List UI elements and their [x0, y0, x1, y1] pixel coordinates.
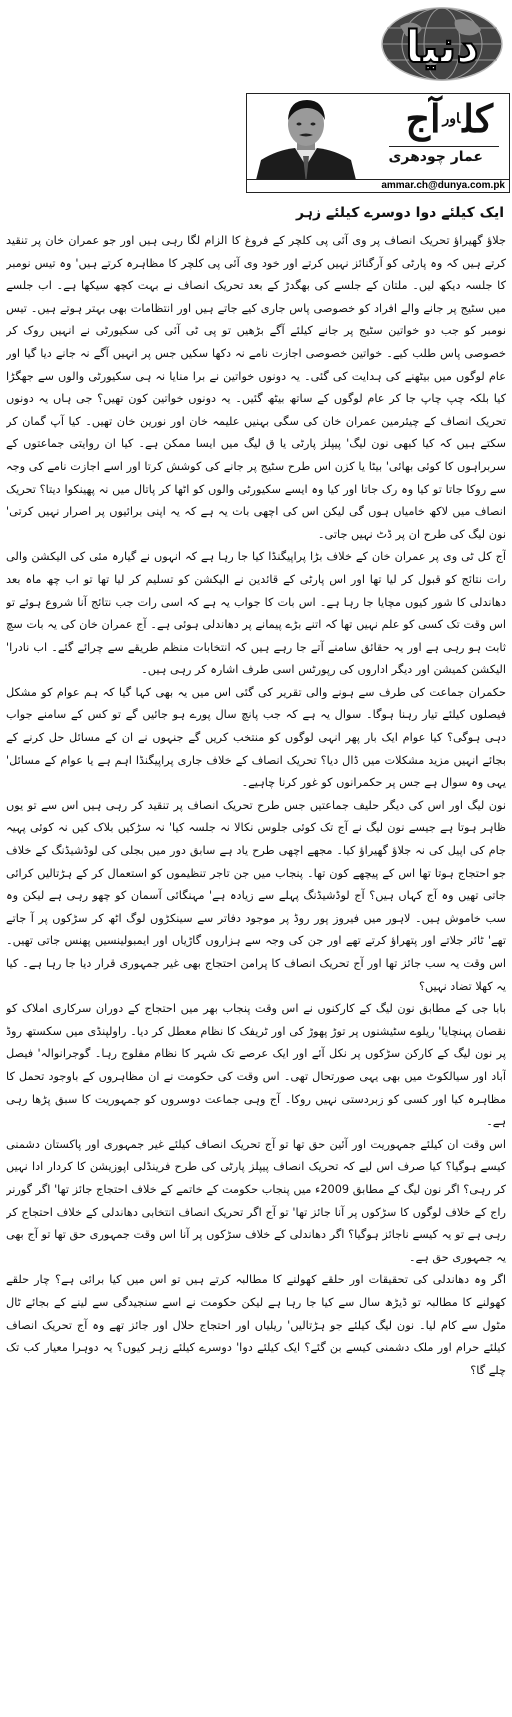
author-photo	[247, 94, 365, 184]
article-paragraph: نون لیگ اور اس کی دیگر حلیف جماعتیں جس طرح تحریک انصاف پر تنقید کر رہی ہیں اس سے تو یوں ظاہر ہوتا ہے جیسے نون لیگ نے آج تک کوئی جلوس نکالا نہ جلسہ کیا' نہ سڑکیں بلاک کیں نہ کوئی پہیہ جام کی اپیل کی نہ جلاؤ گھیراؤ کیا۔ مجھے اچھی طرح یاد ہے سابق دور میں بجلی کی لوڈشیڈنگ کے خلاف جو احتجاج ہوتا تھا اس کے پیچھے کون تھا۔ پنجاب میں جن تاجر تنظیموں کو استعمال کر کے ہڑتالیں کرائی جاتی تھیں وہ آج کہاں ہیں؟ آج لوڈشیڈنگ پہلے سے زیادہ ہے' مہنگائی آسمان کو چھو رہی ہے لیکن وہ سب خاموش ہیں۔ لاہور میں فیروز پور روڈ پر موجود دفاتر سے سینکڑوں لوگ اٹھ کر سڑکوں پر آ جاتے تھے' ٹائر جلاتے اور پتھراؤ کرتے تھے اور جن کی وجہ سے ہزاروں گاڑیاں اور ایمبولینسیں پھنس جاتی تھیں۔ اس وقت یہ سب جائز تھا اور آج تحریک انصاف کا پرامن احتجاج بھی غیر جمہوری قرار دیا جا رہا ہے۔ کیا یہ کھلا تضاد نہیں؟	[6, 798, 506, 993]
column-header	[246, 93, 510, 193]
author-name: عمار چودھری	[388, 149, 483, 165]
article-paragraph: آج کل ٹی وی پر عمران خان کے خلاف بڑا پراپیگنڈا کیا جا رہا ہے کہ انہوں نے گیارہ مئی کی الیکشن والی رات نتائج کو قبول کر لیا تھا اور اس پارٹی کے قائدین نے الیکشن کو تسلیم کر لیا تھا تو اب چھ ماہ بعد دھاندلی کا شور کیوں مچایا جا رہا ہے۔ اس بات کا جواب یہ ہے کہ اسی رات جب نتائج آنا شروع ہوئے تو اس وقت تک کسی کو علم نہیں تھا کہ اتنے بڑے پیمانے پر دھاندلی ہوئی ہے۔ آج عمران خان کی یہ بات سچ ثابت ہو رہی ہے اور یہ حقائق سامنے آتے جا رہے ہیں کہ انتخابات منظم طریقے سے چرائے گئے۔ اب نادرا' الیکشن کمیشن اور دیگر اداروں کی رپورٹس اسی طرف اشارہ کر رہی ہیں۔	[6, 550, 506, 677]
column-title	[405, 96, 493, 142]
article-paragraph: اس وقت ان کیلئے جمہوریت اور آئین حق تھا تو آج تحریک انصاف کیلئے غیر جمہوری اور پاکستان دشمنی کیسے ہوگیا؟ کیا صرف اس لیے کہ تحریک انصاف پیپلز پارٹی کی طرح فرینڈلی اپوزیشن کا کردار ادا نہیں کر رہی؟ اگر نون لیگ کے مطابق 2009ء میں پنجاب حکومت کے خاتمے کے خلاف احتجاج جائز تھا' اگر گورنر راج کے خلاف لوگوں کا سڑکوں پر آنا جائز تھا' تو آج اگر تحریک انصاف انتخابی دھاندلی کے خلاف احتجاج کر رہی ہے تو یہ کیسے ناجائز ہوگیا؟ اگر دھاندلی کے خلاف سڑکوں پر آنا اس وقت جمہوری حق تھا تو آج بھی یہ جمہوری حق ہے۔	[6, 1137, 506, 1264]
article-headline: ایک کیلئے دوا دوسرے کیلئے زہر	[296, 205, 504, 221]
title-aur: اور	[442, 111, 461, 127]
author-email: ammar.ch@dunya.com.pk	[247, 179, 509, 192]
article-paragraph: حکمران جماعت کی طرف سے ہونے والی تقریر کی گئی اس میں یہ بھی کہا گیا کہ ہم عوام کو مشکل فیصلوں کیلئے تیار رہنا ہوگا۔ سوال یہ ہے کہ جب پانچ سال پورے ہو جائیں گے تو کس کے سامنے جواب دہی ہوگی؟ کیا عوام ایک بار پھر انہی لوگوں کو منتخب کریں گے جنہوں نے ان کے مسائل حل کرنے کے بجائے انہیں مزید مشکلات میں ڈال دیا؟ تحریک انصاف کے خلاف جاری پراپیگنڈا اہم ہے یا عوام کے مسائل' یہی وہ سوال ہے جس پر حکمرانوں کو غور کرنا چاہیے۔	[6, 685, 506, 790]
author-portrait-icon	[247, 94, 365, 184]
title-kal: کل	[462, 96, 493, 141]
article-body	[6, 230, 506, 1710]
article-paragraph: جلاؤ گھیراؤ تحریک انصاف پر وی آئی پی کلچر کے فروغ کا الزام لگا رہی ہیں اور جو عمران خان پر تنقید کرتے ہیں کہ وہ پارٹی کو آرگنائز نہیں کرتے اور خود وی آئی پی کلچر کا مظاہرہ کرتے ہیں' وہ تیس نومبر کا جلسہ دیکھ لیں۔ ملتان کے جلسے کی بھگدڑ کے بعد تحریک انصاف نے بہت کچھ سیکھا ہے۔ اب جلسے میں سٹیج پر جانے والے افراد کو خصوصی پاس جاری کیے جاتے ہیں اور انتظامات بھی بہتر ہوتے ہیں۔ تیس نومبر کو جب دو خواتین سٹیج پر جانے کیلئے آگے بڑھیں تو پی ٹی آئی کی سکیورٹی نے انہیں روک کر خصوصی پاس طلب کیے۔ خواتین خصوصی اجازت نامے نہ دکھا سکیں جس پر انہیں آگے نہ جانے دیا گیا اور عام لوگوں میں بیٹھنے کی ہدایت کی گئی۔ یہ دونوں خواتین نے برا منایا نہ ہی سکیورٹی والوں سے جھگڑا کیا بلکہ چپ چاپ جا کر عام لوگوں کے ساتھ بیٹھ گئیں۔ یہ دونوں خواتین کون تھیں؟ جی ہاں یہ دونوں تحریک انصاف کے چیئرمین عمران خان کی سگی بہنیں علیمہ خان اور نورین خان تھیں۔ کیا آپ گمان کر سکتے ہیں کہ کیا کبھی نون لیگ' پیپلز پارٹی یا ق لیگ میں ایسا ممکن ہے۔ کیا ان روایتی جماعتوں کے سربراہوں کا کوئی بھائی' بیٹا یا کزن اس طرح سٹیج پر جانے کی کوشش کرتا اور اسے اجازت نامے کی وجہ سے روکا جاتا تو کیا وہ رک جاتا اور کیا وہ ایسے سکیورٹی والوں کو اٹھا کر پاتال میں نہ پھینکوا دیتا؟ تحریک انصاف میں لاکھ خامیاں ہوں گی لیکن اس کی اچھی بات یہ ہے کہ یہ اپنی برائیوں پر اصرار نہیں کرتی' نون لیگ کی طرح ان پر ڈٹ نہیں جاتی۔	[6, 234, 506, 541]
article-paragraph: اگر وہ دھاندلی کی تحقیقات اور حلقے کھولنے کا مطالبہ کرتے ہیں تو اس میں کیا برائی ہے؟ چار حلقے کھولنے کا مطالبہ تو ڈیڑھ سال سے کیا جا رہا ہے لیکن حکومت نے اسے سنجیدگی سے لینے کے بجائے ٹال مٹول سے کام لیا۔ نون لیگ کیلئے جو ہڑتالیں' ریلیاں اور احتجاج حلال اور جائز تھے وہ آج تحریک انصاف کیلئے حرام اور ملک دشمنی کیسے بن گئے؟ ایک کیلئے دوا' دوسرے کیلئے زہر کیوں؟ یہ دوہرا معیار کب تک چلے گا؟	[6, 1273, 506, 1377]
dunya-logo	[375, 4, 509, 86]
logo-text: دنیا	[405, 22, 479, 73]
article-paragraph: بابا جی کے مطابق نون لیگ کے کارکنوں نے اس وقت پنجاب بھر میں احتجاج کے دوران سرکاری املاک کو نقصان پہنچایا' ریلوے سٹیشنوں پر توڑ پھوڑ کی اور ٹریفک کا نظام معطل کر دیا۔ راولپنڈی میں سکستھ روڈ پر نون لیگ کے کارکن سڑکوں پر نکل آئے اور ایک عرصے تک شہر کا نظام مفلوج رہا۔ گوجرانوالہ' فیصل آباد اور سیالکوٹ میں بھی یہی صورتحال تھی۔ اس وقت کی حکومت نے ان مظاہروں کے باوجود تحمل کا مظاہرہ کیا اور کسی کو زبردستی نہیں روکا۔ آج وہی جماعت دوسروں کو جمہوریت کا سبق پڑھا رہی ہے۔	[6, 1002, 506, 1129]
globe-logo-icon	[375, 4, 509, 86]
title-divider	[389, 146, 499, 147]
title-aaj: آج	[405, 96, 441, 141]
